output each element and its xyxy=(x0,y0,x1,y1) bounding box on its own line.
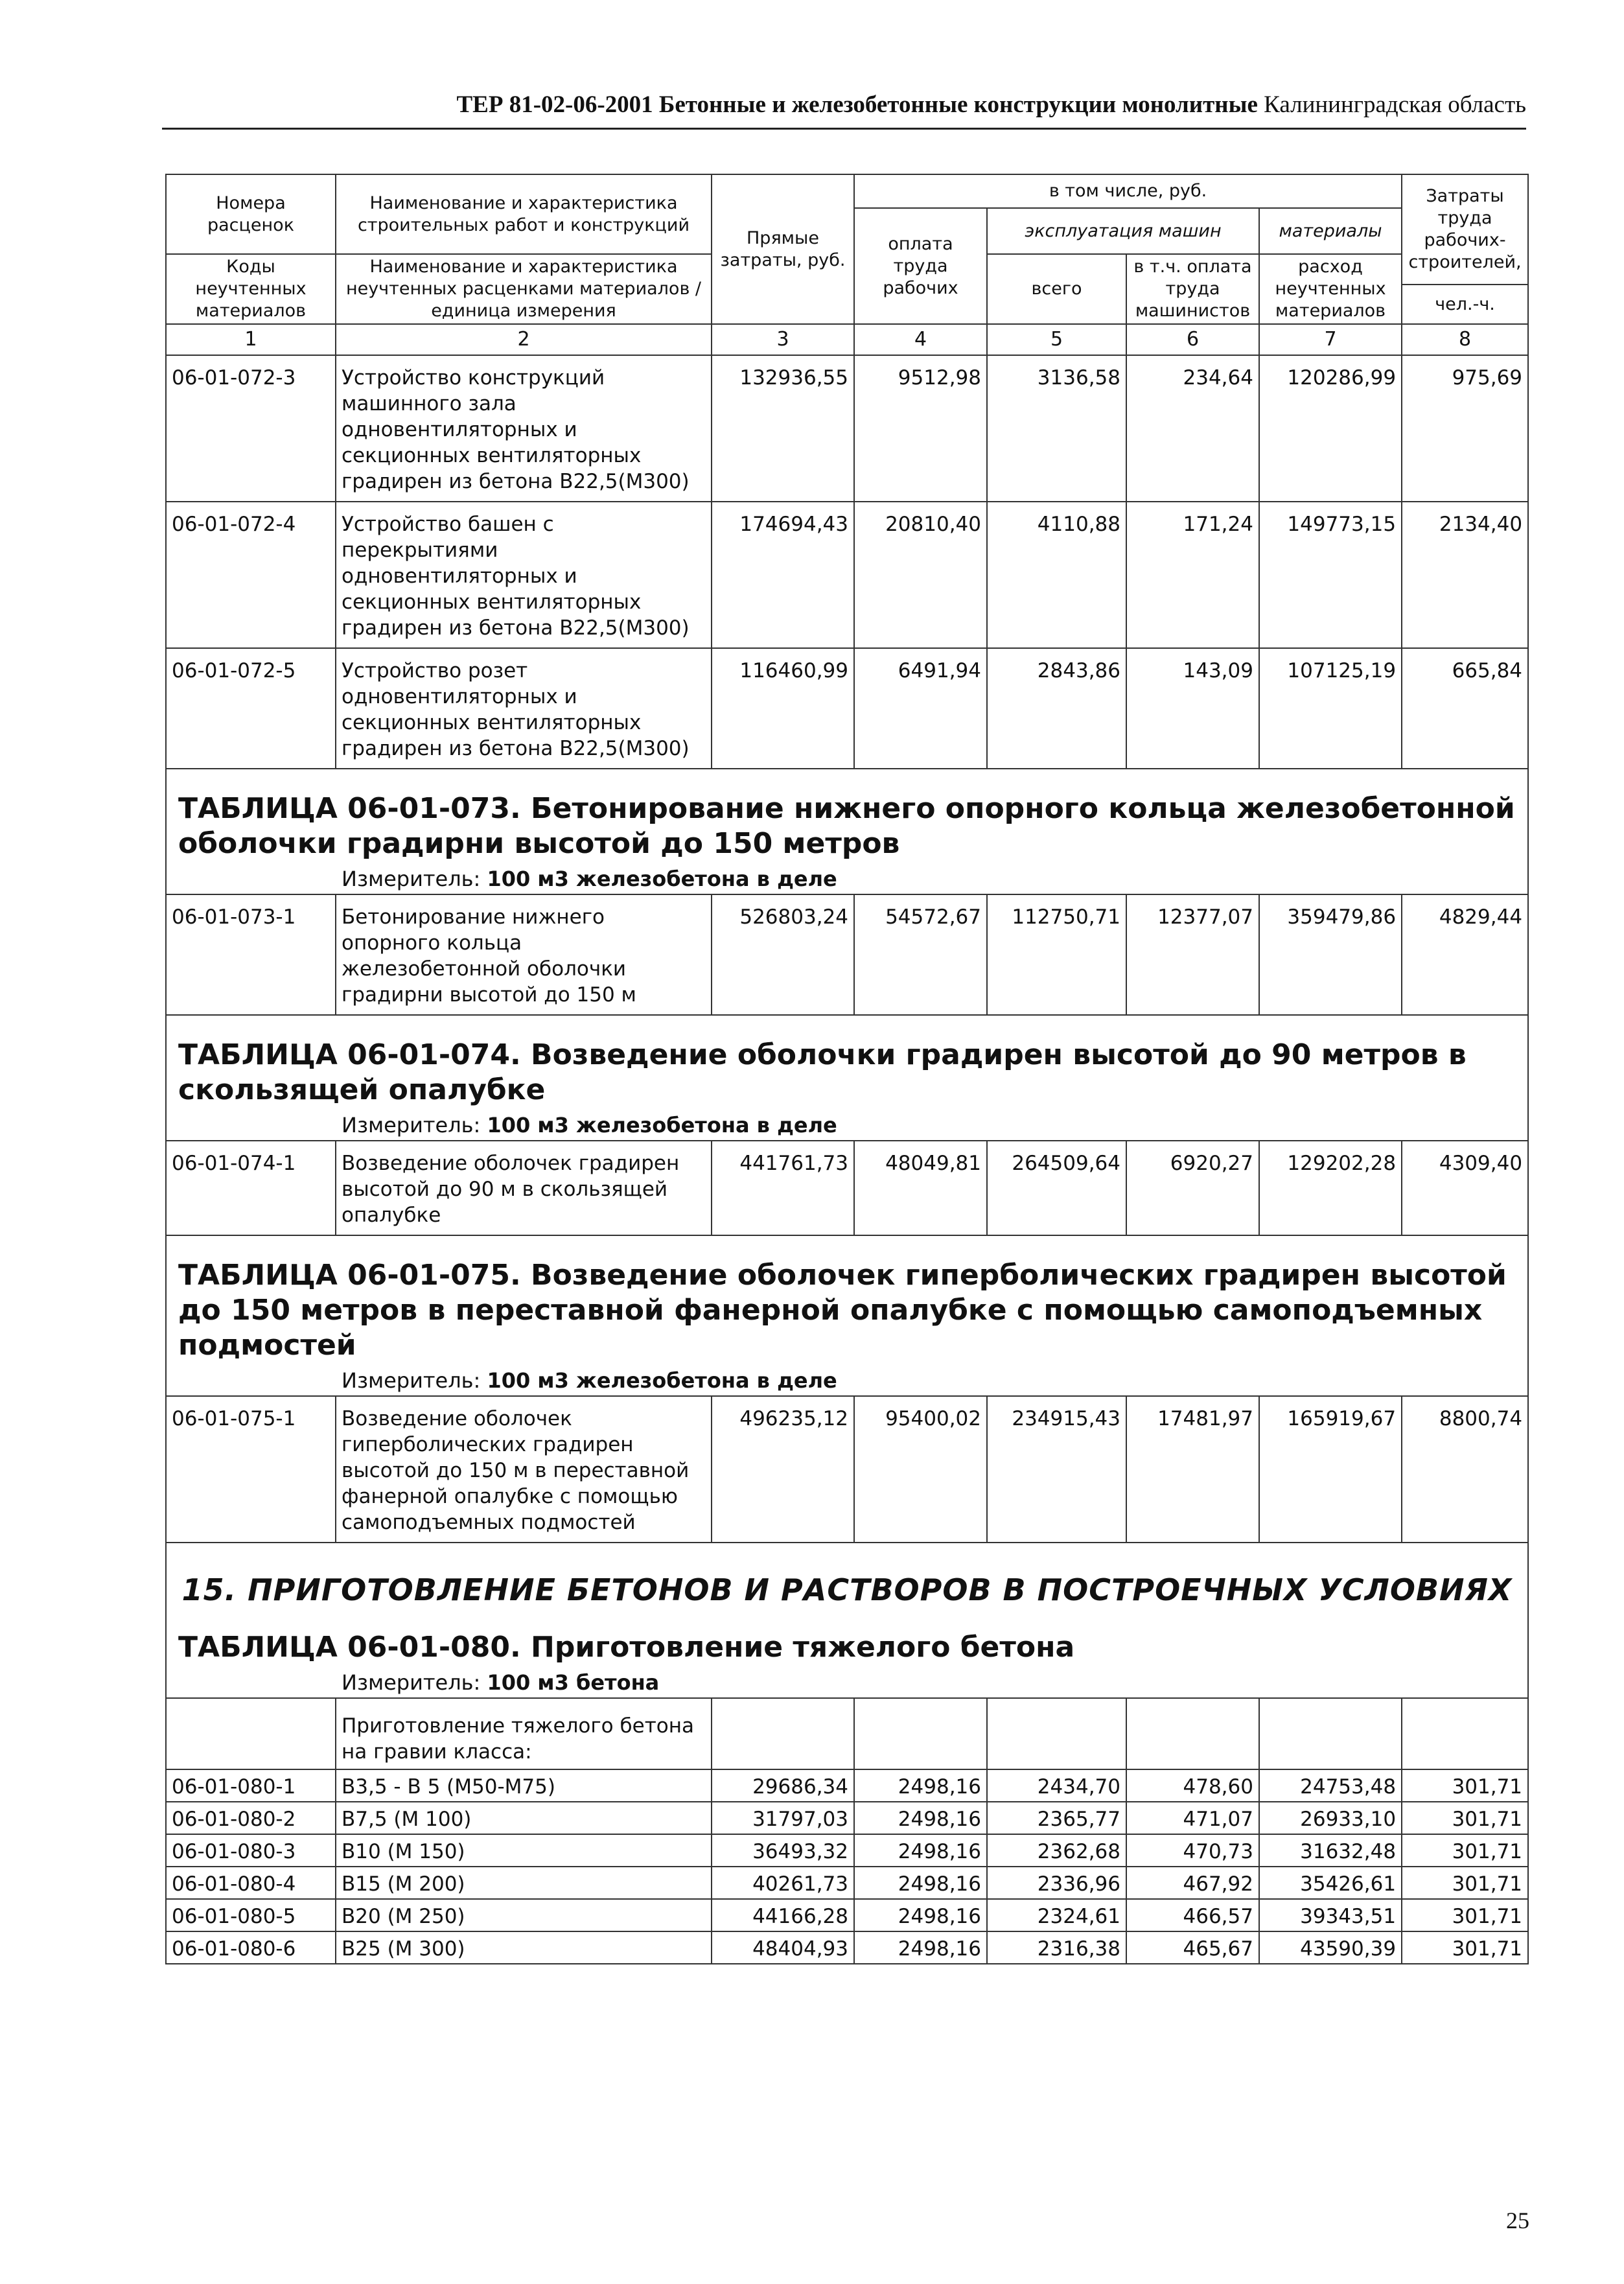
labor-costs: 975,69 xyxy=(1402,355,1528,502)
table-073-unit xyxy=(166,864,1528,894)
table-row xyxy=(166,355,1528,502)
direct-costs: 116460,99 xyxy=(712,648,854,769)
rate-name: В7,5 (М 100) xyxy=(336,1802,712,1834)
labor-costs: 8800,74 xyxy=(1402,1396,1528,1543)
table-row xyxy=(166,1834,1528,1867)
table-074-unit xyxy=(166,1110,1528,1141)
rate-code: 06-01-080-4 xyxy=(166,1867,336,1899)
group-row xyxy=(166,1698,1528,1769)
materials: 129202,28 xyxy=(1259,1141,1402,1235)
labor-costs: 4829,44 xyxy=(1402,894,1528,1015)
unit-value: 100 м3 бетона xyxy=(487,1670,660,1695)
running-header xyxy=(162,91,1526,119)
unit-value: 100 м3 железобетона в деле xyxy=(487,1368,837,1393)
machines-total: 2362,68 xyxy=(987,1834,1126,1867)
header-wages: оплата труда рабочих xyxy=(854,208,987,324)
machinists-wages: 171,24 xyxy=(1126,502,1259,648)
machines-total: 2434,70 xyxy=(987,1769,1126,1802)
machinists-wages: 465,67 xyxy=(1126,1931,1259,1964)
labor-costs: 301,71 xyxy=(1402,1834,1528,1867)
direct-costs: 31797,03 xyxy=(712,1802,854,1834)
machines-total: 2843,86 xyxy=(987,648,1126,769)
wages: 54572,67 xyxy=(854,894,987,1015)
direct-costs: 36493,32 xyxy=(712,1834,854,1867)
rate-name: В10 (М 150) xyxy=(336,1834,712,1867)
materials: 359479,86 xyxy=(1259,894,1402,1015)
rate-name: В15 (М 200) xyxy=(336,1867,712,1899)
materials: 165919,67 xyxy=(1259,1396,1402,1543)
header-rule xyxy=(162,128,1526,130)
table-section-heading xyxy=(166,1235,1528,1366)
materials: 149773,15 xyxy=(1259,502,1402,648)
materials: 26933,10 xyxy=(1259,1802,1402,1834)
header-region: Калининградская область xyxy=(1264,91,1526,118)
unit-row xyxy=(166,1110,1528,1141)
rate-name: В20 (М 250) xyxy=(336,1899,712,1931)
table-075-title: ТАБЛИЦА 06-01-075. Возведение оболочек гиперболических градирен высотой до 150 метров в переставной фанерной опалубке с помощью самоподъемных подмостей xyxy=(166,1235,1528,1366)
machinists-wages: 6920,27 xyxy=(1126,1141,1259,1235)
direct-costs: 441761,73 xyxy=(712,1141,854,1235)
direct-costs: 29686,34 xyxy=(712,1769,854,1802)
rate-name: В25 (М 300) xyxy=(336,1931,712,1964)
unit-row xyxy=(166,1366,1528,1396)
machines-total: 112750,71 xyxy=(987,894,1126,1015)
wages: 2498,16 xyxy=(854,1802,987,1834)
wages: 2498,16 xyxy=(854,1931,987,1964)
rate-code: 06-01-072-4 xyxy=(166,502,336,648)
unit-label: Измеритель: xyxy=(342,1113,487,1137)
rate-name: В3,5 - В 5 (М50-М75) xyxy=(336,1769,712,1802)
column-number: 2 xyxy=(336,324,712,355)
machines-total: 2336,96 xyxy=(987,1867,1126,1899)
machines-total: 3136,58 xyxy=(987,355,1126,502)
machines-total: 2324,61 xyxy=(987,1899,1126,1931)
header-machinists-wages: в т.ч. оплата труда машинистов xyxy=(1126,254,1259,324)
direct-costs: 44166,28 xyxy=(712,1899,854,1931)
table-row xyxy=(166,648,1528,769)
materials: 35426,61 xyxy=(1259,1867,1402,1899)
table-row xyxy=(166,894,1528,1015)
machinists-wages: 466,57 xyxy=(1126,1899,1259,1931)
table-section-heading xyxy=(166,1015,1528,1110)
unit-row xyxy=(166,864,1528,894)
column-number: 8 xyxy=(1402,324,1528,355)
machines-total: 234915,43 xyxy=(987,1396,1126,1543)
rate-code: 06-01-080-1 xyxy=(166,1769,336,1802)
materials: 39343,51 xyxy=(1259,1899,1402,1931)
header-labor-label: Затраты труда рабочих-строителей, xyxy=(1408,186,1522,273)
machinists-wages: 17481,97 xyxy=(1126,1396,1259,1543)
wages: 20810,40 xyxy=(854,502,987,648)
direct-costs: 174694,43 xyxy=(712,502,854,648)
wages: 2498,16 xyxy=(854,1834,987,1867)
rate-code: 06-01-080-5 xyxy=(166,1899,336,1931)
wages: 48049,81 xyxy=(854,1141,987,1235)
rate-name: Устройство розет одновентиляторных и секционных вентиляторных градирен из бетона В22,5(М300) xyxy=(336,648,712,769)
unit-row xyxy=(166,1668,1528,1698)
table-row xyxy=(166,1141,1528,1235)
table-080-unit xyxy=(166,1668,1528,1698)
unit-label: Измеритель: xyxy=(342,1670,487,1695)
machinists-wages: 470,73 xyxy=(1126,1834,1259,1867)
labor-costs: 301,71 xyxy=(1402,1802,1528,1834)
machines-total: 4110,88 xyxy=(987,502,1126,648)
header-rate-numbers: Номера расценок xyxy=(166,174,336,254)
table-073-title: ТАБЛИЦА 06-01-073. Бетонирование нижнего опорного кольца железобетонной оболочки градирни высотой до 150 метров xyxy=(166,769,1528,864)
rate-name: Устройство конструкций машинного зала одновентиляторных и секционных вентиляторных градирен из бетона В22,5(М300) xyxy=(336,355,712,502)
header-machines-total: всего xyxy=(987,254,1126,324)
machinists-wages: 234,64 xyxy=(1126,355,1259,502)
table-row xyxy=(166,502,1528,648)
wages: 2498,16 xyxy=(854,1899,987,1931)
materials: 31632,48 xyxy=(1259,1834,1402,1867)
wages: 95400,02 xyxy=(854,1396,987,1543)
direct-costs: 496235,12 xyxy=(712,1396,854,1543)
rate-name: Возведение оболочек градирен высотой до 90 м в скользящей опалубке xyxy=(336,1141,712,1235)
table-section-heading xyxy=(166,769,1528,864)
column-number: 6 xyxy=(1126,324,1259,355)
labor-costs: 301,71 xyxy=(1402,1931,1528,1964)
table-074-title: ТАБЛИЦА 06-01-074. Возведение оболочки градирен высотой до 90 метров в скользящей опалубке xyxy=(166,1015,1528,1110)
direct-costs: 132936,55 xyxy=(712,355,854,502)
machinists-wages: 471,07 xyxy=(1126,1802,1259,1834)
rate-code: 06-01-072-5 xyxy=(166,648,336,769)
machinists-wages: 467,92 xyxy=(1126,1867,1259,1899)
column-number: 1 xyxy=(166,324,336,355)
materials: 43590,39 xyxy=(1259,1931,1402,1964)
rate-code: 06-01-074-1 xyxy=(166,1141,336,1235)
wages: 2498,16 xyxy=(854,1867,987,1899)
wages: 6491,94 xyxy=(854,648,987,769)
rate-code: 06-01-072-3 xyxy=(166,355,336,502)
table-row xyxy=(166,1931,1528,1964)
unit-label: Измеритель: xyxy=(342,867,487,891)
table-row xyxy=(166,1867,1528,1899)
table-section-heading xyxy=(166,1622,1528,1668)
labor-costs: 665,84 xyxy=(1402,648,1528,769)
direct-costs: 48404,93 xyxy=(712,1931,854,1964)
table-080-title: ТАБЛИЦА 06-01-080. Приготовление тяжелого бетона xyxy=(166,1622,1528,1668)
table-row xyxy=(166,1802,1528,1834)
machines-total: 2365,77 xyxy=(987,1802,1126,1834)
rate-name: Возведение оболочек гиперболических градирен высотой до 150 м в переставной фанерной опалубке с помощью самоподъемных подмостей xyxy=(336,1396,712,1543)
column-number: 4 xyxy=(854,324,987,355)
group-label: Приготовление тяжелого бетона на гравии класса: xyxy=(336,1698,712,1769)
direct-costs: 40261,73 xyxy=(712,1867,854,1899)
table-row xyxy=(166,1899,1528,1931)
chapter-15-title: 15. ПРИГОТОВЛЕНИЕ БЕТОНОВ И РАСТВОРОВ В ПОСТРОЕЧНЫХ УСЛОВИЯХ xyxy=(166,1543,1528,1622)
materials: 120286,99 xyxy=(1259,355,1402,502)
header-work-name: Наименование и характеристика строительных работ и конструкций xyxy=(336,174,712,254)
rate-code: 06-01-080-3 xyxy=(166,1834,336,1867)
direct-costs: 526803,24 xyxy=(712,894,854,1015)
header-labor-unit: чел.-ч. xyxy=(1402,285,1528,324)
rate-code: 06-01-080-2 xyxy=(166,1802,336,1834)
table-075-unit xyxy=(166,1366,1528,1396)
rate-code: 06-01-080-6 xyxy=(166,1931,336,1964)
column-number: 3 xyxy=(712,324,854,355)
header-material-codes: Коды неучтенных материалов xyxy=(166,254,336,324)
table-row xyxy=(166,1396,1528,1543)
materials: 107125,19 xyxy=(1259,648,1402,769)
header-including: в том числе, руб. xyxy=(854,174,1402,208)
rate-name: Устройство башен с перекрытиями одновентиляторных и секционных вентиляторных градирен из бетона В22,5(М300) xyxy=(336,502,712,648)
unit-value: 100 м3 железобетона в деле xyxy=(487,867,837,891)
materials: 24753,48 xyxy=(1259,1769,1402,1802)
column-number: 7 xyxy=(1259,324,1402,355)
page-number: 25 xyxy=(1506,2208,1529,2233)
header-materials-consumption: расход неучтенных материалов xyxy=(1259,254,1402,324)
machinists-wages: 143,09 xyxy=(1126,648,1259,769)
machines-total: 2316,38 xyxy=(987,1931,1126,1964)
wages: 2498,16 xyxy=(854,1769,987,1802)
header-direct-costs: Прямые затраты, руб. xyxy=(712,174,854,324)
unit-value: 100 м3 железобетона в деле xyxy=(487,1113,837,1137)
header-title: ТЕР 81-02-06-2001 Бетонные и железобетонные конструкции монолитные xyxy=(456,91,1258,118)
labor-costs: 4309,40 xyxy=(1402,1141,1528,1235)
machinists-wages: 12377,07 xyxy=(1126,894,1259,1015)
rates-table xyxy=(165,174,1529,1964)
labor-costs: 2134,40 xyxy=(1402,502,1528,648)
column-number: 5 xyxy=(987,324,1126,355)
chapter-heading xyxy=(166,1543,1528,1622)
header-machines-group: эксплуатация машин xyxy=(987,208,1259,254)
table-row xyxy=(166,1769,1528,1802)
header-labor-costs xyxy=(1402,174,1528,285)
labor-costs: 301,71 xyxy=(1402,1899,1528,1931)
rate-name: Бетонирование нижнего опорного кольца железобетонной оболочки градирни высотой до 150 м xyxy=(336,894,712,1015)
rate-code: 06-01-075-1 xyxy=(166,1396,336,1543)
machines-total: 264509,64 xyxy=(987,1141,1126,1235)
labor-costs: 301,71 xyxy=(1402,1867,1528,1899)
machinists-wages: 478,60 xyxy=(1126,1769,1259,1802)
header-material-names: Наименование и характеристика неучтенных расценками материалов / единица измерения xyxy=(336,254,712,324)
rate-code: 06-01-073-1 xyxy=(166,894,336,1015)
labor-costs: 301,71 xyxy=(1402,1769,1528,1802)
header-materials-group: материалы xyxy=(1259,208,1402,254)
wages: 9512,98 xyxy=(854,355,987,502)
unit-label: Измеритель: xyxy=(342,1368,487,1393)
